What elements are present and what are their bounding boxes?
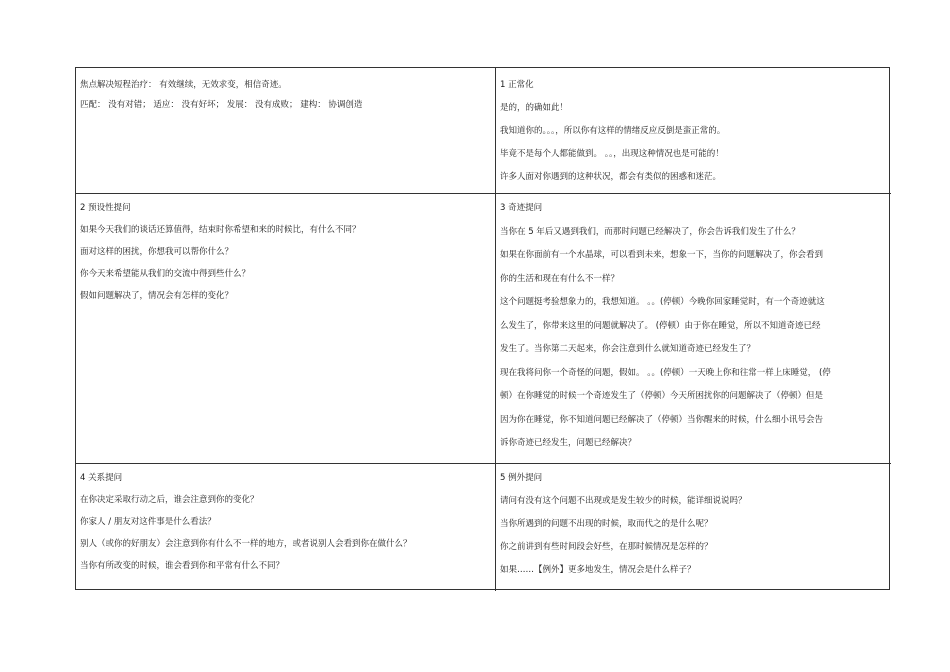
exception-line: 请问有没有这个问题不出现或是发生较少的时候，能详细说说吗？: [500, 496, 747, 506]
miracle-line: 当你在 5 年后又遇到我们，而那时问题已经解决了，你会告诉我们发生了什么？: [500, 226, 800, 237]
normalize-line: 毕竟不是每个人都能做到。 。。，出现这种情况也是可能的！: [500, 149, 724, 159]
miracle-line: 诉你奇迹已经发生，问题已经解决？: [500, 438, 637, 448]
miracle-cell: [496, 194, 891, 464]
miracle-line: 么发生了，你带来这里的问题就解决了。 (停顿）由于你在睡觉，所以不知道奇迹已经: [500, 320, 821, 331]
relation-line: 当你有所改变的时候，谁会看到你和平常有什么不同？: [80, 561, 285, 571]
relation-line: 别人（或你的好朋友）会注意到你有什么不一样的地方，或者说别人会看到你在做什么？: [80, 539, 412, 549]
relation-line: 在你决定采取行动之后，谁会注意到你的变化？: [80, 495, 259, 505]
intro-cell: [76, 68, 496, 194]
normalize-line: 许多人面对你遇到的这种状况，都会有类似的困惑和迷茫。: [500, 172, 722, 182]
miracle-line: 顿）在你睡觉的时候一个奇迹发生了（停顿）今天所困扰你的问题解决了（停顿）但是: [500, 391, 824, 401]
miracle-line: 现在我将问你一个奇怪的问题，假如。 。。(停顿）一天晚上你和往常一样上床睡觉， (停: [500, 367, 831, 378]
sfbt-table: [75, 67, 890, 590]
miracle-line: 发生了。当你第二天起来，你会注意到什么就知道奇迹已经发生了？: [500, 344, 756, 354]
exception-line: 你之前讲到有些时间段会好些，在那时候情况是怎样的？: [500, 542, 713, 552]
miracle-line: 如果在你面前有一个水晶球，可以看到未来，想象一下，当你的问题解决了，你会看到: [500, 250, 824, 260]
miracle-line: 因为你在睡觉，你不知道问题已经解决了（停顿）当你醒来的时候，什么细小讯号会告: [500, 414, 824, 425]
normalize-line: 我知道你的。。。，所以你有这样的情绪反应反倒是蛮正常的。: [500, 126, 726, 136]
miracle-heading: 3 奇迹提问: [500, 203, 543, 213]
presuppose-line: 你今天来希望能从我们的交流中得到些什么？: [80, 269, 251, 279]
normalize-line: 是的，的确如此！: [500, 103, 569, 113]
normalize-cell: [496, 68, 891, 194]
relation-heading: 4 关系提问: [80, 473, 123, 483]
exception-line: 如果……【例外】更多地发生，情况会是什么样子？: [500, 565, 696, 575]
exception-heading: 5 例外提问: [500, 473, 543, 483]
miracle-line: 这个问题挺考验想象力的，我想知道。 。。(停顿）今晚你回家睡觉时，有一个奇迹就这: [500, 297, 825, 307]
relation-line: 你家人 / 朋友对这件事是什么看法？: [80, 517, 216, 527]
relation-cell: [76, 464, 496, 591]
normalize-heading: 1 正常化: [500, 80, 534, 90]
miracle-line: 你的生活和现在有什么不一样？: [500, 273, 620, 284]
exception-cell: [496, 464, 891, 591]
presuppose-heading: 2 预设性提问: [80, 203, 131, 213]
intro-line: 匹配： 没有对错； 适应： 没有好坏； 发展： 没有成败； 建构： 协调创造: [80, 100, 363, 110]
presuppose-line: 如果今天我们的谈话还算值得，结束时你希望和来的时候比，有什么不同？: [80, 225, 361, 235]
presuppose-cell: [76, 194, 496, 464]
exception-line: 当你所遇到的问题不出现的时候，取而代之的是什么呢？: [500, 519, 713, 529]
presuppose-line: 假如问题解决了，情况会有怎样的变化？: [80, 291, 234, 301]
intro-line: 焦点解决短程治疗： 有效继续，无效求变，相信奇迹。: [80, 80, 287, 90]
presuppose-line: 面对这样的困扰，你想我可以帮你什么？: [80, 247, 234, 257]
